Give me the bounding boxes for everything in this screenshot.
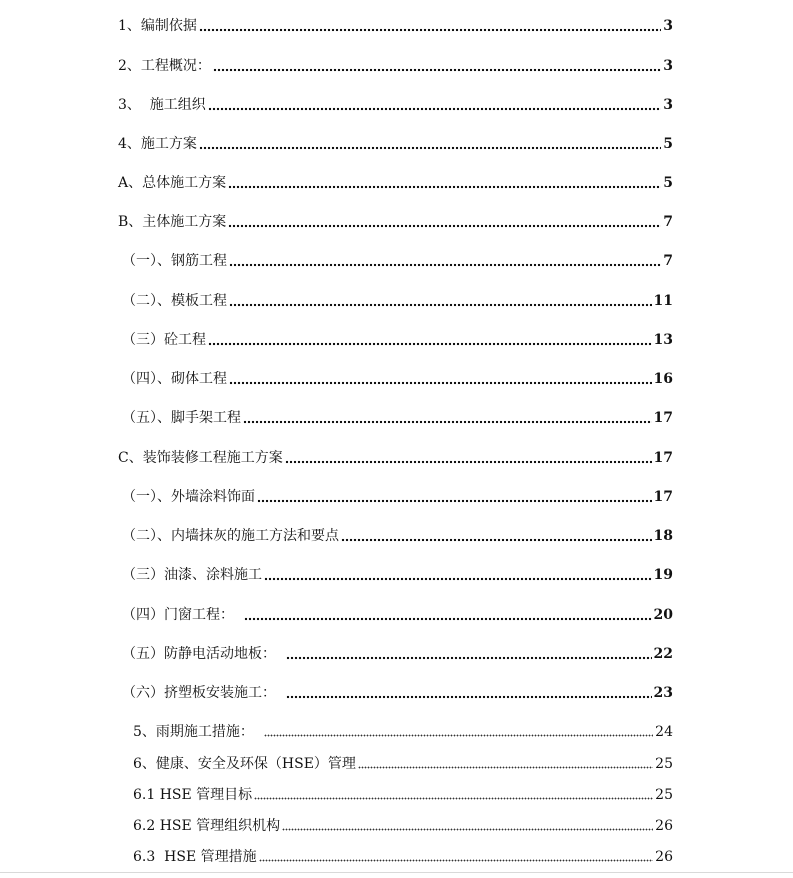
toc-leader-dots: [199, 146, 661, 150]
toc-entry-label: 4、施工方案: [118, 136, 197, 152]
toc-leader-dots: [243, 420, 652, 424]
toc-entry[interactable]: [118, 94, 673, 116]
toc-leader-dots: [358, 766, 653, 769]
toc-entry-label: （五）防静电活动地板：: [122, 646, 276, 662]
page-bottom-rule: [0, 872, 793, 873]
toc-entry-label: 6.2 HSE 管理组织机构: [133, 818, 281, 834]
toc-entry-label: （六）挤塑板安装施工：: [122, 685, 276, 701]
toc-entry[interactable]: [122, 564, 673, 586]
toc-entry[interactable]: [122, 525, 673, 547]
toc-leader-dots: [259, 859, 654, 862]
toc-entry[interactable]: [118, 133, 673, 155]
toc-leader-dots: [282, 828, 653, 831]
toc-entry[interactable]: [122, 329, 673, 351]
toc-entry-page: 22: [653, 646, 673, 662]
toc-entry[interactable]: [122, 604, 673, 626]
toc-entry[interactable]: [118, 172, 673, 194]
toc-leader-dots: [285, 460, 652, 464]
toc-entry-label: B、主体施工方案: [118, 214, 227, 230]
toc-entry-label: （五）、脚手架工程: [122, 410, 241, 426]
toc-entry-label: 6、健康、安全及环保（HSE）管理: [133, 756, 356, 772]
toc-entry-page: 26: [655, 818, 673, 834]
toc-entry[interactable]: [133, 721, 673, 743]
toc-entry[interactable]: [122, 250, 673, 272]
toc-leader-dots: [229, 303, 652, 307]
toc-entry-page: 3: [663, 58, 673, 74]
toc-entry-page: 13: [653, 332, 673, 348]
toc-entry-page: 25: [655, 756, 673, 772]
toc-entry-label: 6.1 HSE 管理目标: [133, 787, 253, 803]
toc-entry-label: 1、编制依据: [118, 18, 197, 34]
toc-entry-label: （三）砼工程: [122, 332, 206, 348]
toc-entry[interactable]: [122, 290, 673, 312]
toc-entry-page: 5: [663, 136, 673, 152]
toc-leader-dots: [257, 499, 652, 503]
toc-entry-page: 25: [655, 787, 673, 803]
toc-entry-label: （二）、内墙抹灰的施工方法和要点: [122, 528, 339, 544]
toc-leader-dots: [228, 185, 661, 189]
toc-entry[interactable]: [133, 753, 673, 775]
toc-leader-dots: [228, 224, 661, 228]
toc-leader-dots: [213, 68, 661, 72]
toc-leader-dots: [208, 342, 652, 346]
toc-entry-page: 5: [663, 175, 673, 191]
toc-leader-dots: [264, 734, 653, 737]
toc-entry[interactable]: [133, 784, 673, 806]
toc-leader-dots: [254, 797, 653, 800]
toc-leader-dots: [286, 656, 652, 660]
toc-entry-label: 5、雨期施工措施：: [133, 724, 254, 740]
toc-entry-label: 6.3 HSE 管理措施: [133, 849, 257, 865]
toc-entry-page: 24: [655, 724, 673, 740]
toc-entry-label: （一）、外墙涂料饰面: [122, 489, 255, 505]
toc-leader-dots: [208, 107, 661, 111]
toc-entry-label: 2、工程概况：: [118, 58, 211, 74]
toc-entry-page: 7: [663, 214, 673, 230]
toc-entry-label: （三）油漆、涂料施工: [122, 567, 262, 583]
toc-entry-page: 19: [653, 567, 673, 583]
toc-entry-page: 3: [663, 97, 673, 113]
toc-entry[interactable]: [133, 846, 673, 868]
toc-leader-dots: [341, 538, 652, 542]
toc-leader-dots: [229, 263, 661, 267]
toc-entry[interactable]: [122, 407, 673, 429]
toc-entry-page: 17: [653, 410, 673, 426]
toc-entry-page: 7: [663, 253, 673, 269]
toc-leader-dots: [229, 381, 652, 385]
toc-entry[interactable]: [122, 368, 673, 390]
toc-leader-dots: [199, 28, 661, 32]
toc-entry-page: 17: [653, 489, 673, 505]
toc-entry-page: 20: [653, 607, 673, 623]
toc-entry-page: 17: [653, 450, 673, 466]
toc-entry-label: （一）、钢筋工程: [122, 253, 227, 269]
toc-entry-page: 26: [655, 849, 673, 865]
toc-entry[interactable]: [118, 55, 673, 77]
toc-entry-page: 3: [663, 18, 673, 34]
toc-entry[interactable]: [118, 211, 673, 233]
toc-entry[interactable]: [118, 447, 673, 469]
toc-entry-label: （四）门窗工程：: [122, 607, 234, 623]
toc-leader-dots: [244, 617, 652, 621]
toc-entry-page: 23: [653, 685, 673, 701]
toc-entry-page: 18: [653, 528, 673, 544]
toc-entry-label: C、装饰装修工程施工方案: [118, 450, 283, 466]
toc-entry[interactable]: [133, 815, 673, 837]
toc-leader-dots: [286, 695, 652, 699]
toc-entry-label: （四）、砌体工程: [122, 371, 227, 387]
toc-leader-dots: [264, 577, 652, 581]
toc-entry-label: A、总体施工方案: [118, 175, 227, 191]
toc-entry[interactable]: [118, 15, 673, 37]
toc-entry[interactable]: [122, 486, 673, 508]
toc-entry-label: （二）、模板工程: [122, 293, 227, 309]
toc-entry[interactable]: [122, 643, 673, 665]
toc-entry[interactable]: [122, 682, 673, 704]
toc-entry-label: 3、 施工组织: [118, 97, 206, 113]
toc-entry-page: 16: [653, 371, 673, 387]
toc-entry-page: 11: [653, 293, 673, 309]
